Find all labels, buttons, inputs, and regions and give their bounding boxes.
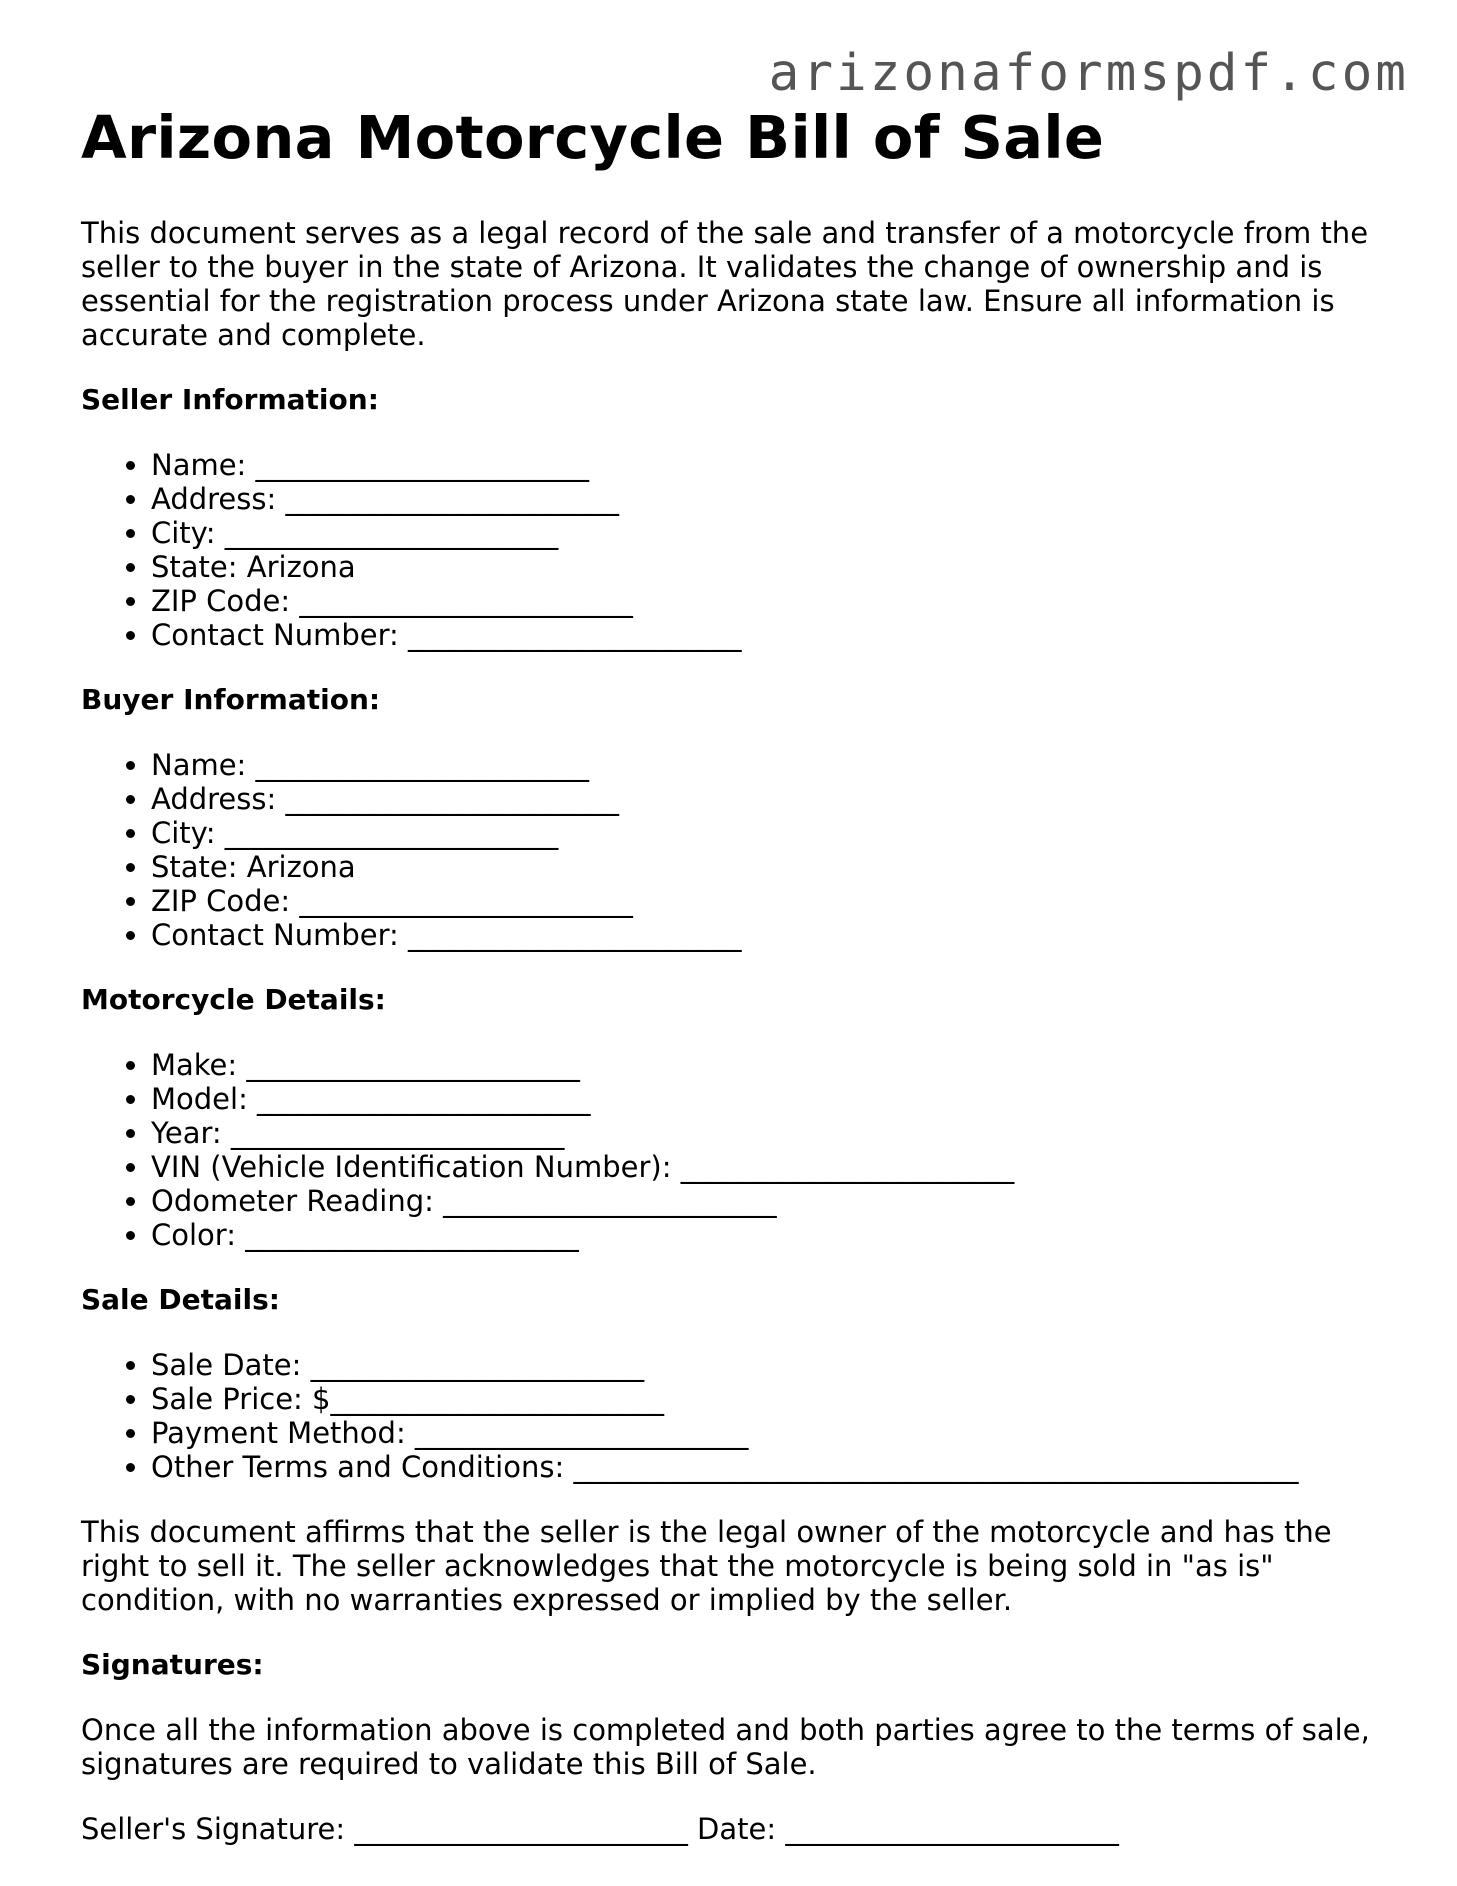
buyer-name-field: • Name: _______________________: [151, 748, 1381, 782]
payment-method-field: • Payment Method: _______________________: [151, 1416, 1381, 1450]
model-field: • Model: _______________________: [151, 1082, 1381, 1116]
seller-name-field: • Name: _______________________: [151, 448, 1381, 482]
year-field: • Year: _______________________: [151, 1116, 1381, 1150]
vin-field: • VIN (Vehicle Identification Number): _______________________: [151, 1150, 1381, 1184]
seller-fields: [81, 448, 1381, 652]
buyer-contact-field: • Contact Number: _______________________: [151, 918, 1381, 952]
document-body: [81, 104, 1381, 1846]
sale-heading: Sale Details:: [81, 1282, 280, 1316]
buyer-state-field: • State: Arizona: [151, 850, 1381, 884]
sale-price-field: • Sale Price: $_______________________: [151, 1382, 1381, 1416]
seller-signature-line: Seller's Signature: _______________________ Date: _______________________: [81, 1811, 1119, 1846]
seller-contact-field: • Contact Number: _______________________: [151, 618, 1381, 652]
site-watermark: arizonaformspdf.com: [768, 44, 1409, 103]
other-terms-field: • Other Terms and Conditions: __________________________________________________: [151, 1450, 1381, 1484]
seller-heading: Seller Information:: [81, 382, 379, 416]
buyer-zip-field: • ZIP Code: _______________________: [151, 884, 1381, 918]
sale-fields: [81, 1348, 1381, 1484]
buyer-city-field: • City: _______________________: [151, 816, 1381, 850]
signatures-heading: Signatures:: [81, 1647, 264, 1681]
odometer-field: • Odometer Reading: _______________________: [151, 1184, 1381, 1218]
sale-date-field: • Sale Date: _______________________: [151, 1348, 1381, 1382]
buyer-fields: [81, 748, 1381, 952]
seller-zip-field: • ZIP Code: _______________________: [151, 584, 1381, 618]
intro-paragraph: This document serves as a legal record of the sale and transfer of a motorcycle from the seller to the buyer in the state of Arizona. It validates the change of ownership and is essential for the registration process under Arizona state law. Ensure all information is accurate and complete.: [81, 215, 1369, 352]
make-field: • Make: _______________________: [151, 1048, 1381, 1082]
affirmation-paragraph: This document affirms that the seller is the legal owner of the motorcycle and has the right to sell it. The seller acknowledges that the motorcycle is being sold in "as is" condition, with no warranties expressed or implied by the seller.: [81, 1514, 1332, 1617]
motorcycle-heading: Motorcycle Details:: [81, 982, 386, 1016]
motorcycle-fields: [81, 1048, 1381, 1252]
seller-state-field: • State: Arizona: [151, 550, 1381, 584]
buyer-heading: Buyer Information:: [81, 682, 381, 716]
page-title: Arizona Motorcycle Bill of Sale: [81, 103, 1105, 172]
seller-address-field: • Address: _______________________: [151, 482, 1381, 516]
color-field: • Color: _______________________: [151, 1218, 1381, 1252]
buyer-address-field: • Address: _______________________: [151, 782, 1381, 816]
signatures-intro: Once all the information above is completed and both parties agree to the terms of sale, signatures are required to validate this Bill of Sale.: [81, 1712, 1370, 1781]
seller-city-field: • City: _______________________: [151, 516, 1381, 550]
